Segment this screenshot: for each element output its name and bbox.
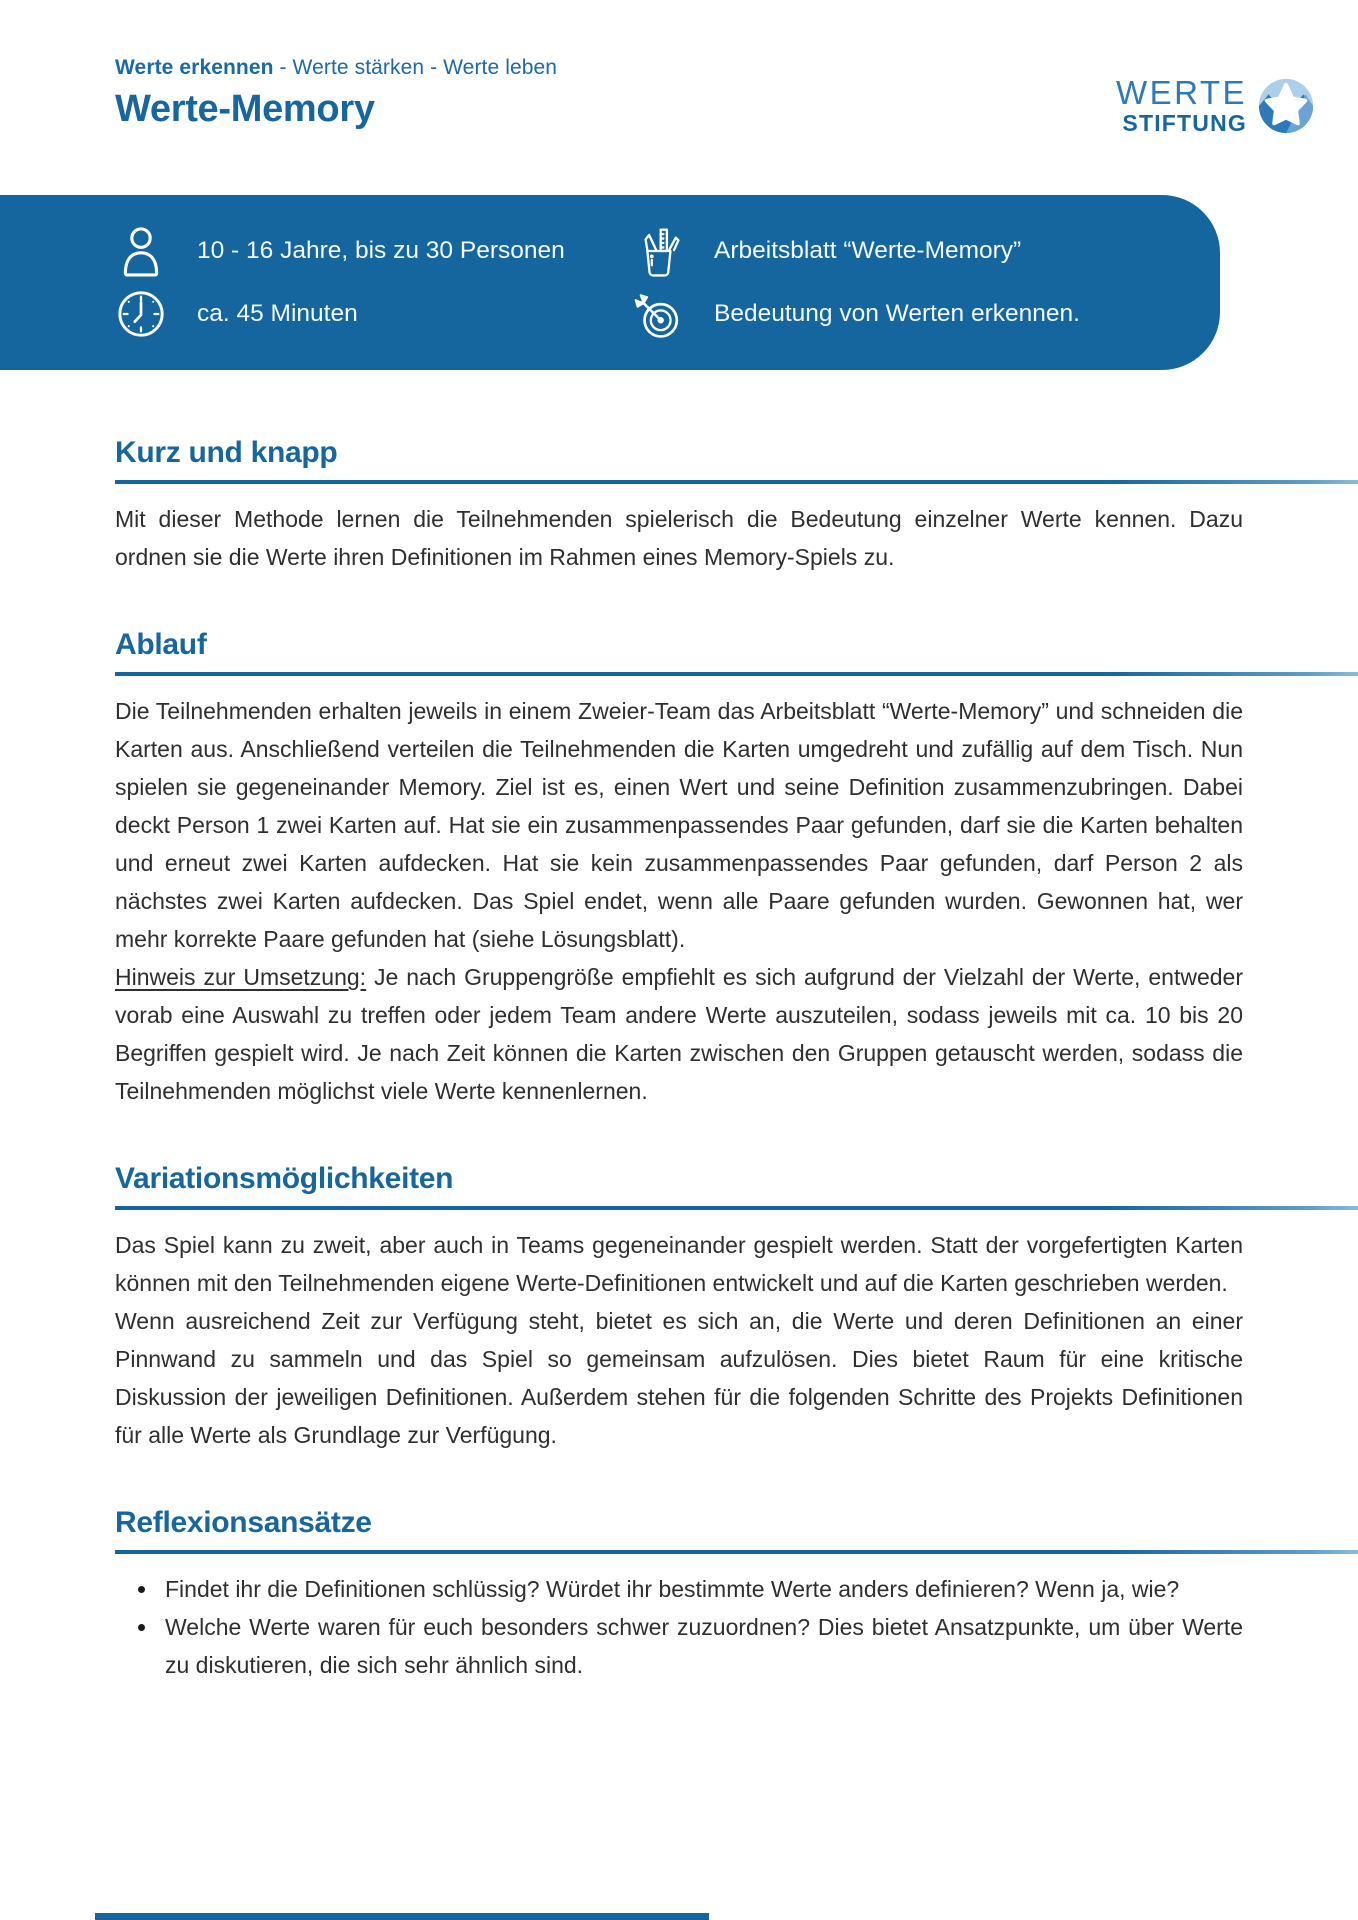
star-circle-logo-icon — [1257, 77, 1315, 135]
person-icon — [115, 224, 167, 278]
page-title: Werte-Memory — [115, 88, 375, 130]
banner-item-audience — [115, 224, 632, 278]
banner-item-duration — [115, 289, 632, 339]
pencil-cup-icon — [632, 224, 684, 278]
list-item: • Findet ihr die Definitionen schlüssig? Würdet ihr bestimmte Werte anders definieren? Wenn ja, wie? — [159, 1570, 1243, 1608]
section-kurz-und-knapp — [115, 436, 1243, 576]
section-body: Wenn ausreichend Zeit zur Verfügung steht, bietet es sich an, die Werte und deren Definitionen an einer Pinnwand zu sammeln und das Spiel so gemeinsam aufzulösen. Dies bietet Raum für eine kritische Diskussion der jeweiligen Definitionen. Außerdem stehen für die folgenden Schritte des Projekts Definitionen für alle Werte als Grundlage zur Verfügung. — [115, 1308, 1243, 1448]
section-heading: Reflexionsansätze — [115, 1506, 372, 1539]
clock-icon — [115, 289, 167, 339]
hint-label: Hinweis zur Umsetzung: — [115, 964, 367, 990]
section-body-hint — [115, 958, 1243, 1110]
banner-item-label: Bedeutung von Werten erkennen. — [714, 299, 1080, 327]
heading-divider — [115, 1206, 1358, 1210]
banner-item-label: Arbeitsblatt “Werte-Memory” — [714, 237, 1022, 265]
werte-stiftung-logo — [1116, 76, 1315, 135]
banner-item-label: 10 - 16 Jahre, bis zu 30 Personen — [197, 237, 565, 265]
tagline-rest: - Werte stärken - Werte leben — [273, 56, 558, 79]
section-heading: Kurz und knapp — [115, 436, 338, 469]
section-reflexionsansaetze — [115, 1506, 1243, 1684]
logo-wordmark — [1116, 76, 1247, 135]
logo-line2: STIFTUNG — [1122, 110, 1247, 136]
banner-item-label: ca. 45 Minuten — [197, 299, 358, 327]
hint-text: Je nach Gruppengröße empfiehlt es sich aufgrund der Vielzahl der Werte, entweder vorab eine Auswahl zu treffen oder jedem Team andere Werte auszuteilen, sodass jeweils mit ca. 10 bis 20 Begriffen gespielt wird. Je nach Zeit können die Karten zwischen den Gruppen getauscht werden, sodass die Teilnehmenden möglichst viele Werte kennenlernen. — [115, 964, 1243, 1104]
target-icon — [632, 287, 684, 341]
heading-divider — [115, 1550, 1358, 1554]
section-heading: Variationsmöglichkeiten — [115, 1162, 454, 1195]
page-header — [115, 0, 1247, 136]
banner-item-goal — [632, 287, 1220, 341]
list-item: • Welche Werte waren für euch besonders schwer zuzuordnen? Dies bietet Ansatzpunkte, um über Werte zu diskutieren, die sich sehr ähnlich sind. — [159, 1608, 1243, 1684]
info-banner — [0, 195, 1220, 370]
footer-accent-bar — [95, 1913, 709, 1920]
section-body: Das Spiel kann zu zweit, aber auch in Teams gegeneinander gespielt werden. Statt der vorgefertigten Karten können mit den Teilnehmenden eigene Werte-Definitionen entwickelt und auf die Karten geschrieben werden. — [115, 1232, 1243, 1296]
reflection-list — [115, 1570, 1243, 1684]
section-ablauf — [115, 628, 1243, 1110]
section-body: Die Teilnehmenden erhalten jeweils in einem Zweier-Team das Arbeitsblatt “Werte-Memory” und schneiden die Karten aus. Anschließend verteilen die Teilnehmenden die Karten umgedreht und zufällig auf dem Tisch. Nun spielen sie gegeneinander Memory. Ziel ist es, einen Wert und seine Definition zusammenzubringen. Dabei deckt Person 1 zwei Karten auf. Hat sie ein zusammenpassendes Paar gefunden, darf sie die Karten behalten und erneut zwei Karten aufdecken. Hat sie kein zusammenpassendes Paar gefunden, darf Person 2 als nächstes zwei Karten aufdecken. Das Spiel endet, wenn alle Paare gefunden wurden. Gewonnen hat, wer mehr korrekte Paare gefunden hat (siehe Lösungsblatt). — [115, 698, 1243, 952]
tagline — [115, 56, 1243, 80]
heading-divider — [115, 480, 1358, 484]
tagline-bold: Werte erkennen — [115, 56, 274, 79]
heading-divider — [115, 672, 1358, 676]
section-heading: Ablauf — [115, 628, 207, 661]
logo-line1: WERTE — [1115, 74, 1247, 111]
section-body: Mit dieser Methode lernen die Teilnehmenden spielerisch die Bedeutung einzelner Werte kennen. Dazu ordnen sie die Werte ihren Definitionen im Rahmen eines Memory-Spiels zu. — [115, 506, 1243, 570]
section-variationsmoeglichkeiten — [115, 1162, 1243, 1454]
banner-item-worksheet — [632, 224, 1220, 278]
